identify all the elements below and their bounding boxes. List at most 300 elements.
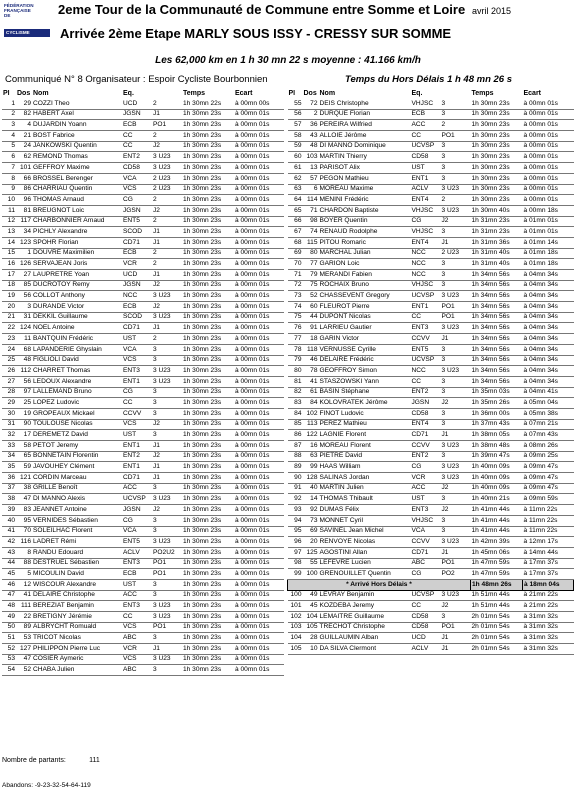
cell-place: 58 (288, 131, 303, 142)
cell-time: 1h 38mn 05s (471, 430, 523, 441)
cell-place: 50 (2, 622, 16, 633)
cell-dossard: 47 (16, 654, 32, 665)
cell-category: 2 U23 (441, 248, 471, 259)
cell-team: ACC (411, 120, 441, 131)
cell-gap: à 00mn 01s (523, 99, 574, 109)
cell-rider-name: DEREMETZ David (32, 430, 122, 441)
cell-place: 67 (288, 227, 303, 238)
cell-rider-name: CORDIN Marceau (32, 473, 122, 484)
result-row (2, 601, 284, 612)
cell-category: PO1 (441, 312, 471, 323)
cell-category: 2 U23 (152, 173, 182, 184)
cell-rider-name: MOREAU Maxime (319, 184, 411, 195)
cell-time: 1h 30mn 22s (182, 99, 234, 109)
cell-dossard: 48 (16, 355, 32, 366)
cell-category: J2 (441, 601, 471, 612)
cell-category: 3 (441, 227, 471, 238)
cell-category: 3 (152, 526, 182, 537)
cell-time: 1h 30mn 23s (471, 163, 523, 174)
cell-time: 1h 41mn 44s (471, 505, 523, 516)
result-row (288, 205, 574, 216)
cell-gap: à 00mn 18s (523, 205, 574, 216)
cell-time: 1h 30mn 23s (471, 195, 523, 206)
cell-place: 18 (2, 280, 16, 291)
cell-dossard: 117 (16, 216, 32, 227)
cell-time: 1h 30mn 23s (182, 537, 234, 548)
cell-place: 29 (2, 398, 16, 409)
cell-team: CC (411, 131, 441, 142)
cell-rider-name: LAPANDERIE Ghyslain (32, 344, 122, 355)
result-row (288, 622, 574, 633)
cell-place: 20 (2, 302, 16, 313)
cell-place: 47 (2, 590, 16, 601)
cell-dossard: 99 (303, 462, 319, 473)
cell-team: UST (122, 430, 152, 441)
result-row (288, 569, 574, 580)
cell-rider-name: GARION Loic (319, 259, 411, 270)
result-row (288, 376, 574, 387)
cell-time: 1h 40mn 21s (471, 494, 523, 505)
cell-category: J1 (441, 633, 471, 644)
cell-time: 1h 30mn 23s (471, 99, 523, 109)
cell-rider-name: VERNUSSE Cyrille (319, 344, 411, 355)
cell-place: 13 (2, 227, 16, 238)
result-row (2, 430, 284, 441)
cell-category: J1 (152, 441, 182, 452)
result-row (288, 590, 574, 601)
cell-rider-name: BEREZIAT Benjamin (32, 601, 122, 612)
cell-gap: à 00mn 01s (234, 216, 284, 227)
cell-team: ECB (122, 120, 152, 131)
cell-dossard: 116 (16, 537, 32, 548)
cell-dossard: 111 (16, 601, 32, 612)
cell-gap: à 00mn 01s (234, 312, 284, 323)
cell-rider-name: CHARDON Baptiste (319, 205, 411, 216)
results-table-right (287, 90, 574, 655)
cell-place: 103 (288, 622, 303, 633)
result-row (2, 259, 284, 270)
cell-team: ENT3 (411, 505, 441, 516)
col-pl: Pl (3, 90, 10, 98)
result-row (2, 237, 284, 248)
cell-team: ENT2 (411, 451, 441, 462)
cell-team: CD71 (122, 237, 152, 248)
cell-team: CG (122, 515, 152, 526)
hors-delais-row (288, 579, 574, 590)
cell-time: 1h 30mn 23s (182, 334, 234, 345)
result-row (288, 291, 574, 302)
cell-place: 4 (2, 131, 16, 142)
cell-place: 80 (288, 366, 303, 377)
cell-time: 1h 30mn 23s (182, 366, 234, 377)
cell-gap: à 05mn 04s (523, 398, 574, 409)
cell-dossard: 34 (16, 227, 32, 238)
cell-dossard: 41 (16, 590, 32, 601)
cell-rider-name: LEMAITRE Guillaume (319, 612, 411, 623)
cell-gap: à 00mn 01s (234, 141, 284, 152)
stage-title: Arrivée 2ème Etape MARLY SOUS ISSY - CRESSY SUR SOMME (60, 26, 452, 41)
result-row (2, 120, 284, 131)
cell-gap: à 00mn 01s (234, 622, 284, 633)
cell-category: J1 (152, 323, 182, 334)
table-header (288, 90, 574, 99)
cell-team: CG (411, 569, 441, 580)
cell-gap: à 07mn 21s (523, 419, 574, 430)
cell-gap: à 09mn 47s (523, 483, 574, 494)
cell-place: 91 (288, 483, 303, 494)
cell-rider-name: KOZDEBA Jeremy (319, 601, 411, 612)
col-temps: Temps (183, 90, 206, 98)
cell-time: 1h 31mn 40s (471, 248, 523, 259)
cell-team: UCVSP (411, 355, 441, 366)
result-row (2, 408, 284, 419)
cell-gap: à 00mn 01s (234, 366, 284, 377)
result-row (288, 270, 574, 281)
cell-team: JGSN (122, 505, 152, 516)
logo-text: FÉDÉRATION (4, 3, 34, 8)
cell-rider-name: LEVRAY Benjamin (319, 590, 411, 601)
cell-gap: à 00mn 01s (234, 302, 284, 313)
cell-rider-name: COZZI Theo (32, 99, 122, 109)
cell-dossard: 45 (303, 601, 319, 612)
cell-rider-name: COSIER Aymeric (32, 654, 122, 665)
col-eq: Eq. (123, 90, 134, 98)
cell-place: 7 (2, 163, 16, 174)
cell-team: ABC (122, 665, 152, 676)
cell-dossard: 60 (303, 302, 319, 313)
cell-gap: à 00mn 01s (234, 547, 284, 558)
cell-time: 1h 30mn 23s (182, 505, 234, 516)
cell-team: CC (122, 612, 152, 623)
cell-rider-name: THOMAS Arnaud (32, 195, 122, 206)
cell-gap: à 01mn 01s (523, 227, 574, 238)
cell-rider-name: GROPEAUX Mickael (32, 408, 122, 419)
cell-dossard: 63 (303, 451, 319, 462)
cell-team: UST (411, 494, 441, 505)
cell-time: 1h 30mn 23s (182, 654, 234, 665)
cell-category: 2 (441, 195, 471, 206)
cell-rider-name: MICOULIN David (32, 569, 122, 580)
cell-category: 3 U23 (441, 462, 471, 473)
result-row (2, 558, 284, 569)
cell-team: VCA (122, 344, 152, 355)
cell-place: 31 (2, 419, 16, 430)
cell-time: 1h 34mn 56s (471, 323, 523, 334)
cell-time: 1h 34mn 56s (471, 302, 523, 313)
cell-gap: à 00mn 01s (234, 184, 284, 195)
cell-category: 3 (441, 280, 471, 291)
cell-place: 79 (288, 355, 303, 366)
cell-rider-name: DELAIRE Frédéric (319, 355, 411, 366)
result-row (288, 109, 574, 120)
cell-category: PO1 (152, 558, 182, 569)
cell-category: PO1 (441, 622, 471, 633)
result-row (288, 302, 574, 313)
result-row (288, 633, 574, 644)
cell-team: ENT3 (411, 323, 441, 334)
cell-gap: à 00mn 01s (523, 120, 574, 131)
cell-category: J1 (152, 270, 182, 281)
partants-value: 111 (89, 757, 100, 764)
cell-team: JGSN (411, 398, 441, 409)
cell-category: PO2U2 (152, 547, 182, 558)
cell-category: 2 (152, 195, 182, 206)
cell-category: 3 (441, 387, 471, 398)
result-row (288, 227, 574, 238)
cell-place: 53 (2, 654, 16, 665)
cell-time: 1h 30mn 23s (182, 612, 234, 623)
cell-category: 3 U23 (152, 537, 182, 548)
cell-rider-name: GRILLE Benoît (32, 483, 122, 494)
cell-time: 1h 30mn 23s (182, 601, 234, 612)
cell-category: J2 (441, 505, 471, 516)
cell-category: 3 (441, 355, 471, 366)
result-row (2, 612, 284, 623)
cell-dossard: 123 (16, 237, 32, 248)
cell-team: ECB (122, 248, 152, 259)
cell-gap: à 11mn 22s (523, 526, 574, 537)
cell-place: 71 (288, 270, 303, 281)
cell-place: 6 (2, 152, 16, 163)
cell-dossard: 8 (16, 547, 32, 558)
partants-count (2, 757, 100, 764)
cell-category: 3 (441, 152, 471, 163)
cell-category: 3 (152, 398, 182, 409)
cell-category: 3 (441, 344, 471, 355)
cell-team: ACLV (411, 184, 441, 195)
cell-team: UST (122, 579, 152, 590)
cell-dossard: 22 (16, 612, 32, 623)
result-row (288, 483, 574, 494)
cell-rider-name: CHASSEVENT Gregory (319, 291, 411, 302)
cell-rider-name: DOUVRE Maximilien (32, 248, 122, 259)
cell-place: 96 (288, 537, 303, 548)
cell-team: VHJSC (411, 205, 441, 216)
cell-gap: à 11mn 22s (523, 505, 574, 516)
cell-time: 1h 30mn 23s (182, 280, 234, 291)
cell-dossard: 114 (303, 195, 319, 206)
cell-team: ACC (411, 483, 441, 494)
result-row (288, 141, 574, 152)
cell-gap: à 09mn 59s (523, 494, 574, 505)
cell-category: 3 U23 (152, 612, 182, 623)
cell-rider-name: LEDOUX Alexandre (32, 376, 122, 387)
cell-time: 1h 30mn 23s (182, 408, 234, 419)
result-row (2, 248, 284, 259)
cell-dossard: 97 (16, 387, 32, 398)
cell-team: SCOD (122, 312, 152, 323)
cell-time: 1h 30mn 23s (182, 109, 234, 120)
cell-dossard: 68 (16, 344, 32, 355)
cell-gap: à 00mn 01s (234, 505, 284, 516)
cell-place: 12 (2, 216, 16, 227)
cell-rider-name: GEOFFROY Simon (319, 366, 411, 377)
cell-team: ECB (122, 302, 152, 313)
result-row (288, 344, 574, 355)
result-row (288, 612, 574, 623)
cell-gap: à 00mn 01s (234, 248, 284, 259)
cell-time: 1h 30mn 23s (471, 184, 523, 195)
cell-category: 3 U23 (152, 366, 182, 377)
cell-category: J2 (441, 483, 471, 494)
cell-dossard: 18 (303, 334, 319, 345)
cell-category: 3 (441, 408, 471, 419)
cell-time: 1h 47mn 59s (471, 558, 523, 569)
cell-gap: à 00mn 01s (234, 131, 284, 142)
cell-gap: à 00mn 01s (234, 579, 284, 590)
cell-gap: à 00mn 01s (234, 462, 284, 473)
cell-place: 59 (288, 141, 303, 152)
cell-team: VCA (122, 173, 152, 184)
ffc-logo (4, 3, 54, 41)
cell-rider-name: LOPEZ Ludovic (32, 398, 122, 409)
result-row (2, 419, 284, 430)
cell-place: 92 (288, 494, 303, 505)
result-row (2, 173, 284, 184)
cell-category: 3 U23 (441, 323, 471, 334)
cell-rider-name: WISCOUR Alexandre (32, 579, 122, 590)
cell-team: ACLV (411, 644, 441, 655)
cell-team: ENT5 (122, 537, 152, 548)
cell-team: ACLV (122, 547, 152, 558)
cell-gap: à 00mn 01s (234, 163, 284, 174)
cell-team: VCA (122, 526, 152, 537)
cell-gap: à 04mn 34s (523, 280, 574, 291)
cell-place: 2 (2, 109, 16, 120)
race-date: avril 2015 (472, 6, 512, 16)
cell-place: 14 (2, 237, 16, 248)
cell-gap: à 31mn 32s (523, 622, 574, 633)
cell-rider-name: LALLEMAND Bruno (32, 387, 122, 398)
cell-place: 68 (288, 237, 303, 248)
cell-place: 101 (288, 601, 303, 612)
cell-rider-name: DUMAS Félix (319, 505, 411, 516)
cell-place: 104 (288, 633, 303, 644)
cell-team: ENT5 (122, 216, 152, 227)
cell-time: 1h 47mn 59s (471, 569, 523, 580)
cell-team: CD58 (122, 163, 152, 174)
cell-dossard: 100 (303, 569, 319, 580)
cell-dossard: 90 (16, 419, 32, 430)
cell-category: 3 (441, 109, 471, 120)
cell-place: 102 (288, 612, 303, 623)
cell-time: 1h 30mn 23s (182, 323, 234, 334)
cell-gap: à 00mn 01s (234, 237, 284, 248)
cell-category: 3 U23 (441, 366, 471, 377)
result-row (2, 152, 284, 163)
cell-dossard: 4 (16, 120, 32, 131)
cell-place: 17 (2, 270, 16, 281)
result-row (2, 462, 284, 473)
cell-team: ABC (411, 558, 441, 569)
cell-rider-name: LEFEVRE Lucien (319, 558, 411, 569)
cell-time: 1h 35mn 26s (471, 398, 523, 409)
cell-dossard: 82 (16, 109, 32, 120)
cell-dossard: 104 (303, 612, 319, 623)
cell-gap: à 31mn 32s (523, 644, 574, 655)
cell-category: 3 (441, 419, 471, 430)
cell-time: 1h 30mn 23s (182, 248, 234, 259)
cell-rider-name: LARRIEU Gautier (319, 323, 411, 334)
result-row (288, 216, 574, 227)
result-row (288, 323, 574, 334)
cell-gap: à 21mn 22s (523, 590, 574, 601)
cell-place: 81 (288, 376, 303, 387)
cell-time: 2h 01mn 54s (471, 612, 523, 623)
result-row (2, 366, 284, 377)
cell-time: 1h 30mn 23s (182, 515, 234, 526)
cell-place: 89 (288, 462, 303, 473)
logo-text: DE (4, 13, 11, 18)
hors-delais-label: * Arrivé Hors Délais * (288, 579, 471, 590)
cell-dossard: 66 (16, 173, 32, 184)
cell-time: 1h 34mn 56s (471, 344, 523, 355)
cell-time: 1h 30mn 23s (182, 633, 234, 644)
cell-gap: à 09mn 47s (523, 473, 574, 484)
cell-gap: à 00mn 01s (523, 195, 574, 206)
cell-place: 78 (288, 344, 303, 355)
cell-time: 1h 41mn 44s (471, 526, 523, 537)
cell-gap: à 00mn 01s (234, 601, 284, 612)
result-row (2, 441, 284, 452)
cell-place: 65 (288, 205, 303, 216)
result-row (288, 99, 574, 109)
cell-rider-name: SAVINEL Jean Michel (319, 526, 411, 537)
cell-time: 1h 30mn 23s (182, 173, 234, 184)
cell-time: 1h 34mn 56s (471, 270, 523, 281)
cell-rider-name: PARISOT Alix (319, 163, 411, 174)
result-row (2, 109, 284, 120)
cell-place: 46 (2, 579, 16, 590)
cell-gap: à 01mn 01s (523, 216, 574, 227)
cell-place: 10 (2, 195, 16, 206)
cell-rider-name: SERVAJEAN Joris (32, 259, 122, 270)
result-row (288, 237, 574, 248)
cell-category: PO1 (441, 131, 471, 142)
cell-place: 85 (288, 419, 303, 430)
cell-rider-name: JANKOWSKI Quentin (32, 141, 122, 152)
cell-dossard: 52 (303, 291, 319, 302)
cell-category: 2 (152, 131, 182, 142)
cell-gap: à 00mn 01s (234, 590, 284, 601)
result-row (288, 451, 574, 462)
cell-time: 1h 30mn 23s (182, 622, 234, 633)
cell-category: 3 (441, 163, 471, 174)
cell-gap: à 00mn 01s (234, 473, 284, 484)
hors-delais-ecart: à 18mn 04s (523, 579, 574, 590)
result-row (2, 505, 284, 516)
cell-rider-name: BRETIGNY Jérémie (32, 612, 122, 623)
cell-time: 1h 30mn 23s (182, 494, 234, 505)
cell-dossard: 58 (16, 441, 32, 452)
cell-place: 57 (288, 120, 303, 131)
cell-time: 1h 35mn 03s (471, 387, 523, 398)
cell-place: 43 (2, 547, 16, 558)
cell-category: 3 U23 (152, 312, 182, 323)
cell-team: CCVV (122, 408, 152, 419)
cell-team: CC (122, 398, 152, 409)
cell-rider-name: CHARBONNIER Arnaud (32, 216, 122, 227)
cell-time: 1h 30mn 23s (182, 387, 234, 398)
result-row (288, 505, 574, 516)
cell-dossard: 11 (16, 334, 32, 345)
cell-dossard: 47 (16, 494, 32, 505)
cell-place: 32 (2, 430, 16, 441)
cell-team: ABC (122, 633, 152, 644)
cell-rider-name: FLEUROT Pierre (319, 302, 411, 313)
cell-team: CD58 (411, 622, 441, 633)
cell-place: 87 (288, 441, 303, 452)
